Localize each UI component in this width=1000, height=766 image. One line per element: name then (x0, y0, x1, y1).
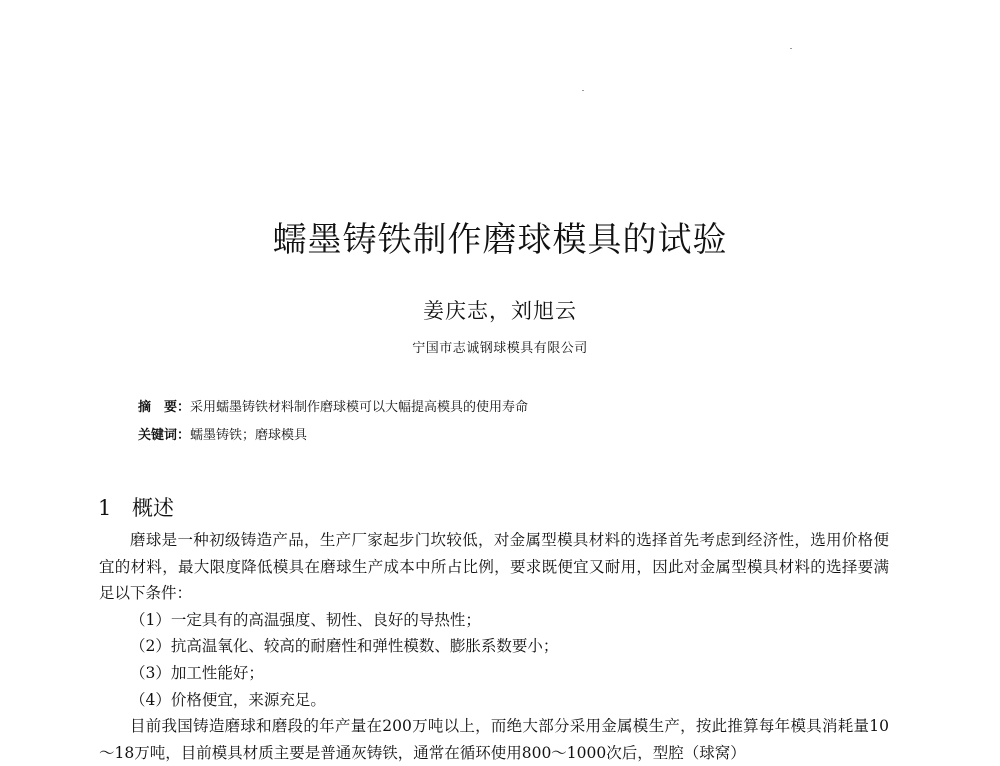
scan-speck (790, 48, 792, 49)
second-paragraph: 目前我国铸造磨球和磨段的年产量在200万吨以上，而绝大部分采用金属模生产，按此推算每年模具消耗量10～18万吨，目前模具材质主要是普通灰铸铁，通常在循环使用800～1000次后，型腔（球窝） (99, 717, 889, 762)
condition-item: （2）抗高温氧化、较高的耐磨性和弹性模数、膨胀系数要小； (130, 637, 559, 656)
abstract-label: 摘 要： (138, 400, 191, 415)
keywords-text: 蠕墨铸铁；磨球模具 (190, 428, 308, 443)
abstract (138, 396, 528, 415)
author-affiliation: 宁国市志诚钢球模具有限公司 (412, 341, 588, 356)
condition-item: （3）加工性能好； (130, 663, 264, 682)
abstract-text: 采用蠕墨铸铁材料制作磨球模可以大幅提高模具的使用寿命 (190, 400, 529, 415)
keywords-label: 关键词： (138, 428, 191, 443)
intro-paragraph: 磨球是一种初级铸造产品，生产厂家起步门坎较低，对金属型模具材料的选择首先考虑到经济性，选用价格便宜的材料，最大限度降低模具在磨球生产成本中所占比例，要求既便宜又耐用，因此对金属型模具材料的选择要满足以下条件： (99, 531, 889, 603)
section-title: 概述 (132, 496, 174, 520)
scan-speck (582, 90, 584, 91)
condition-item: （4）价格便宜，来源充足。 (130, 690, 326, 709)
section-body (99, 527, 889, 766)
condition-item: （1）一定具有的高温强度、韧性、良好的导热性； (130, 610, 481, 629)
section-heading (98, 492, 174, 522)
paper-authors: 姜庆志，刘旭云 (423, 299, 577, 323)
paper-title: 蠕墨铸铁制作磨球模具的试验 (272, 220, 728, 260)
keywords (138, 424, 307, 443)
section-number: 1 (98, 496, 112, 520)
